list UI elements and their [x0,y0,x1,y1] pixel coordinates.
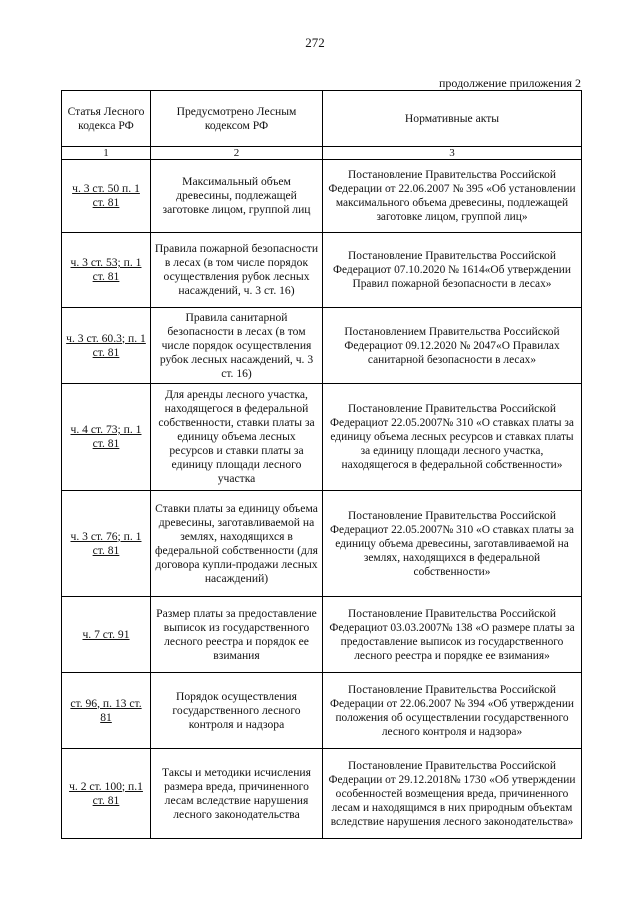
act-cell: Постановление Правительства Российской Федерации от 22.06.2007 № 395 «Об установлении максимального объема древесины, подлежащей заготовке лицом, группой лиц» [323,160,582,233]
provision-cell: Максимальный объем древесины, подлежащей заготовке лицом, группой лиц [151,160,323,233]
article-ref [62,308,151,384]
article-ref [62,491,151,597]
act-cell: Постановление Правительства Российской Федерации от 22.06.2007 № 394 «Об утверждении положения об осуществлении государственного лесного контроля и надзора» [323,673,582,749]
provision-cell: Размер платы за предоставление выписок из государственного лесного реестра и порядок ее взимания [151,597,323,673]
article-ref-text: ст. 96, п. 13 ст. 81 [70,696,142,724]
article-ref-text: ч. 7 ст. 91 [82,627,130,641]
article-ref-text: ч. 2 ст. 100; п.1 ст. 81 [69,779,143,807]
page-number: 272 [305,35,325,50]
column-number-row [62,147,582,160]
article-ref-text: ч. 4 ст. 73; п. 1 ст. 81 [70,423,142,450]
table-row [62,384,582,491]
act-cell: Постановление Правительства Российской Федерациот 22.05.2007№ 310 «О ставках платы за единицу объема лесных ресурсов и ставках платы за единицу площади лесного участка, находящегося в федеральной собственности» [323,384,582,491]
article-ref-text: ч. 3 ст. 53; п. 1 ст. 81 [70,256,142,283]
column-number: 1 [62,147,151,160]
act-cell: Постановление Правительства Российской Федерациот 07.10.2020 № 1614«Об утверждении Правил пожарной безопасности в лесах» [323,233,582,308]
article-ref-text: ч. 3 ст. 50 п. 1 ст. 81 [72,182,140,209]
article-ref [62,673,151,749]
provision-cell: Для аренды лесного участка, находящегося в федеральной собственности, ставки платы за единицу объема лесных ресурсов и ставки платы за единицу площади лесного участка [151,384,323,491]
table-row [62,233,582,308]
table-row [62,491,582,597]
table-row [62,597,582,673]
column-number: 2 [151,147,323,160]
act-cell: Постановление Правительства Российской Федерациот 03.03.2007№ 138 «О размере платы за предоставление выписок из государственного лесного реестра и порядке ее взимания» [323,597,582,673]
header-article: Статья Лесного кодекса РФ [62,91,151,147]
provision-cell: Правила санитарной безопасности в лесах (в том числе порядок осуществления рубок лесных насаждений, ч. 3 ст. 16) [151,308,323,384]
provision-cell: Правила пожарной безопасности в лесах (в том числе порядок осуществления рубок лесных насаждений, ч. 3 ст. 16) [151,233,323,308]
header-provision: Предусмотрено Лесным кодексом РФ [151,91,323,147]
table-row [62,160,582,233]
article-ref-text: ч. 3 ст. 76; п. 1 ст. 81 [70,529,142,557]
article-ref [62,597,151,673]
act-cell: Постановление Правительства Российской Федерации от 29.12.2018№ 1730 «Об утверждении особенностей возмещения вреда, причиненного лесам и находящимся в них природным объектам вследствие нарушения лесного законодательства» [323,749,582,839]
table-row [62,308,582,384]
act-cell: Постановлением Правительства Российской Федерациот 09.12.2020 № 2047«О Правилах санитарной безопасности в лесах» [323,308,582,384]
normative-acts-table [61,90,582,839]
continuation-note: продолжение приложения 2 [439,76,581,90]
column-number: 3 [323,147,582,160]
act-cell: Постановление Правительства Российской Федерациот 22.05.2007№ 310 «О ставках платы за единицу объема древесины, заготавливаемой на землях, находящихся в федеральной собственности» [323,491,582,597]
article-ref [62,160,151,233]
article-ref-text: ч. 3 ст. 60.3; п. 1 ст. 81 [66,331,146,359]
table-row [62,673,582,749]
article-ref [62,233,151,308]
article-ref [62,384,151,491]
provision-cell: Ставки платы за единицу объема древесины, заготавливаемой на землях, находящихся в федеральной собственности (для договора купли-продажи лесных насаждений) [151,491,323,597]
provision-cell: Порядок осуществления государственного лесного контроля и надзора [151,673,323,749]
table-row [62,749,582,839]
header-row [62,91,582,147]
article-ref [62,749,151,839]
header-acts: Нормативные акты [323,91,582,147]
provision-cell: Таксы и методики исчисления размера вреда, причиненного лесам вследствие нарушения лесного законодательства [151,749,323,839]
